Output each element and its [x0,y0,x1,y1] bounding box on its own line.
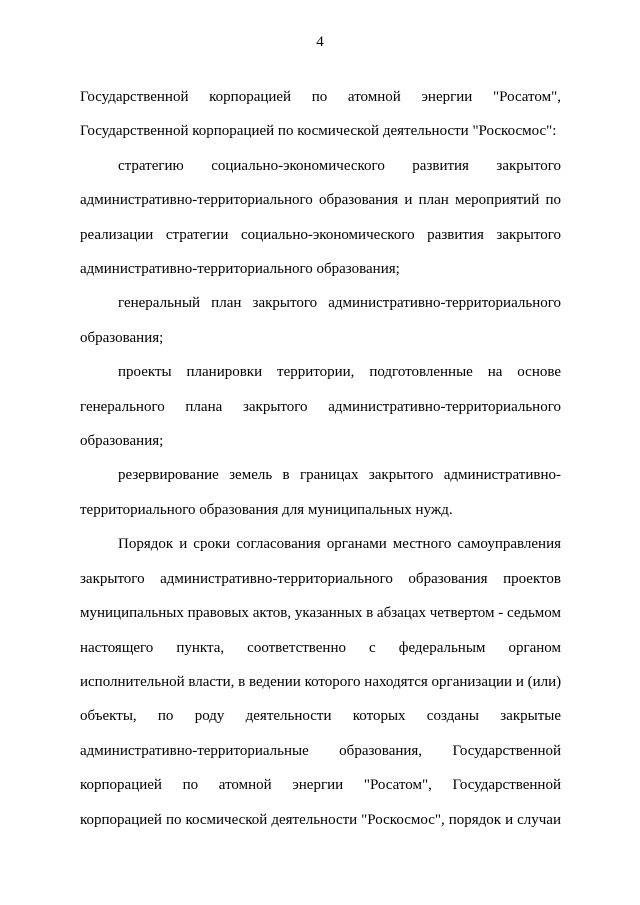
text-line: закрытого административно-территориального образования проектов [80,570,561,587]
text-line: образования; [80,433,164,450]
text-line: муниципальных правовых актов, указанных в абзацах четвертом - седьмом [80,605,561,622]
paragraph [80,458,561,527]
document-body [80,80,561,837]
text-line: исполнительной власти, в ведении которого находятся организации и (или) [80,673,562,690]
text-line: стратегию социально-экономического развития закрытого [118,157,561,174]
text-line: образования; [80,329,164,346]
paragraph [80,80,561,149]
text-line: Порядок и сроки согласования органами местного самоуправления [118,536,561,553]
paragraph [80,527,561,837]
text-line: корпорацией по атомной энергии "Росатом", Государственной [80,777,561,794]
text-line: настоящего пункта, соответственно с федеральным органом [80,639,561,656]
paragraph [80,286,561,355]
text-line: Государственной корпорацией по космической деятельности "Роскосмос": [80,123,557,140]
page-number: 4 [316,34,324,50]
text-line: объекты, по роду деятельности которых созданы закрытые [80,708,561,725]
text-line: реализации стратегии социально-экономического развития закрытого [80,226,561,243]
text-line: административно-территориального образования; [80,261,400,278]
text-line: административно-территориального образования и план мероприятий по [80,192,561,209]
text-line: территориального образования для муниципальных нужд. [80,501,453,518]
text-line: корпорацией по космической деятельности "Роскосмос", порядок и случаи [80,811,561,828]
text-line: генеральный план закрытого административно-территориального [118,295,561,312]
paragraph [80,149,561,287]
text-line: административно-территориальные образования, Государственной [80,742,561,759]
text-line: проекты планировки территории, подготовленные на основе [118,364,561,381]
text-line: резервирование земель в границах закрытого административно- [118,467,561,484]
paragraph [80,355,561,458]
text-line: генерального плана закрытого административно-территориального [80,398,561,415]
text-line: Государственной корпорацией по атомной энергии "Росатом", [80,89,561,105]
